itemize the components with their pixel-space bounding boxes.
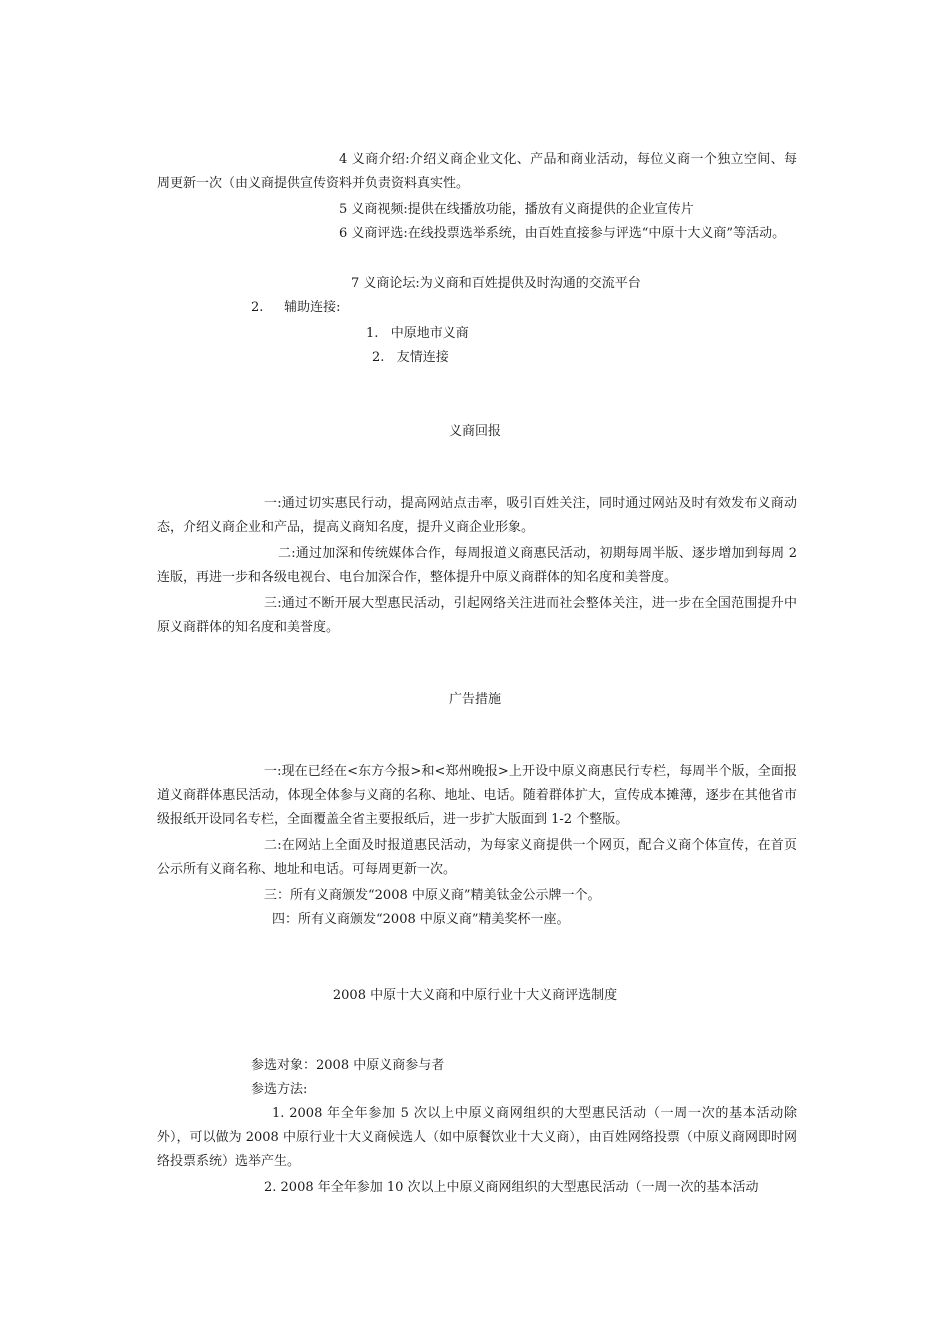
ads-paragraph-4: 四：所有义商颁发“2008 中原义商”精美奖杯一座。 [272, 912, 570, 927]
ads-paragraph-1: 一:现在已经在<东方今报>和<郑州晚报>上开设中原义商惠民行专栏，每周半个版，全面报道义商群体惠民活动，体现全体参与义商的名称、地址、电话。随着群体扩大，宣传成本摊薄，逐步在其他省市级报纸开设同名专栏，全面覆盖全省主要报纸后，进一步扩大版面到 1-2 个整版。 [157, 764, 797, 827]
ads-paragraph-3: 三：所有义商颁发“2008 中原义商”精美钛金公示牌一个。 [264, 888, 601, 903]
return-paragraph-3: 三:通过不断开展大型惠民活动，引起网络关注进而社会整体关注，进一步在全国范围提升中原义商群体的知名度和美誉度。 [157, 596, 797, 635]
selection-target: 参选对象：2008 中原义商参与者 [251, 1058, 445, 1073]
aux-link-1[interactable]: 1. 中原地市义商 [366, 326, 469, 341]
selection-method-2: 2. 2008 年全年参加 10 次以上中原义商网组织的大型惠民活动（一周一次的基本活动 [264, 1180, 759, 1195]
selection-heading: 2008 中原十大义商和中原行业十大义商评选制度 [332, 988, 618, 1003]
return-heading: 义商回报 [448, 424, 501, 439]
feature-item-6: 6 义商评选:在线投票选举系统，由百姓直接参与评选“中原十大义商”等活动。 [339, 226, 786, 241]
return-paragraph-1: 一:通过切实惠民行动，提高网站点击率，吸引百姓关注，同时通过网站及时有效发布义商动态，介绍义商企业和产品，提高义商知名度，提升义商企业形象。 [157, 496, 797, 535]
aux-links-title: 2. 辅助连接: [251, 300, 341, 315]
selection-method-label: 参选方法: [251, 1082, 308, 1097]
feature-item-5: 5 义商视频:提供在线播放功能，播放有义商提供的企业宣传片 [339, 202, 694, 217]
feature-item-7: 7 义商论坛:为义商和百姓提供及时沟通的交流平台 [351, 276, 641, 291]
ads-paragraph-2: 二:在网站上全面及时报道惠民活动，为每家义商提供一个网页，配合义商个体宣传，在首页公示所有义商名称、地址和电话。可每周更新一次。 [157, 838, 797, 877]
ads-heading: 广告措施 [448, 692, 501, 707]
aux-link-2[interactable]: 2. 友情连接 [372, 350, 449, 365]
return-paragraph-2: 二:通过加深和传统媒体合作，每周报道义商惠民活动，初期每周半版、逐步增加到每周 2 连版，再进一步和各级电视台、电台加深合作，整体提升中原义商群体的知名度和美誉度。 [157, 546, 797, 585]
selection-method-1: 1. 2008 年全年参加 5 次以上中原义商网组织的大型惠民活动（一周一次的基本活动除外），可以做为 2008 中原行业十大义商候选人（如中原餐饮业十大义商），由百姓网络投票（中原义商网即时网络投票系统）选举产生。 [157, 1106, 797, 1169]
feature-item-4: 4 义商介绍:介绍义商企业文化、产品和商业活动，每位义商一个独立空间、每周更新一次（由义商提供宣传资料并负责资料真实性。 [157, 152, 797, 191]
